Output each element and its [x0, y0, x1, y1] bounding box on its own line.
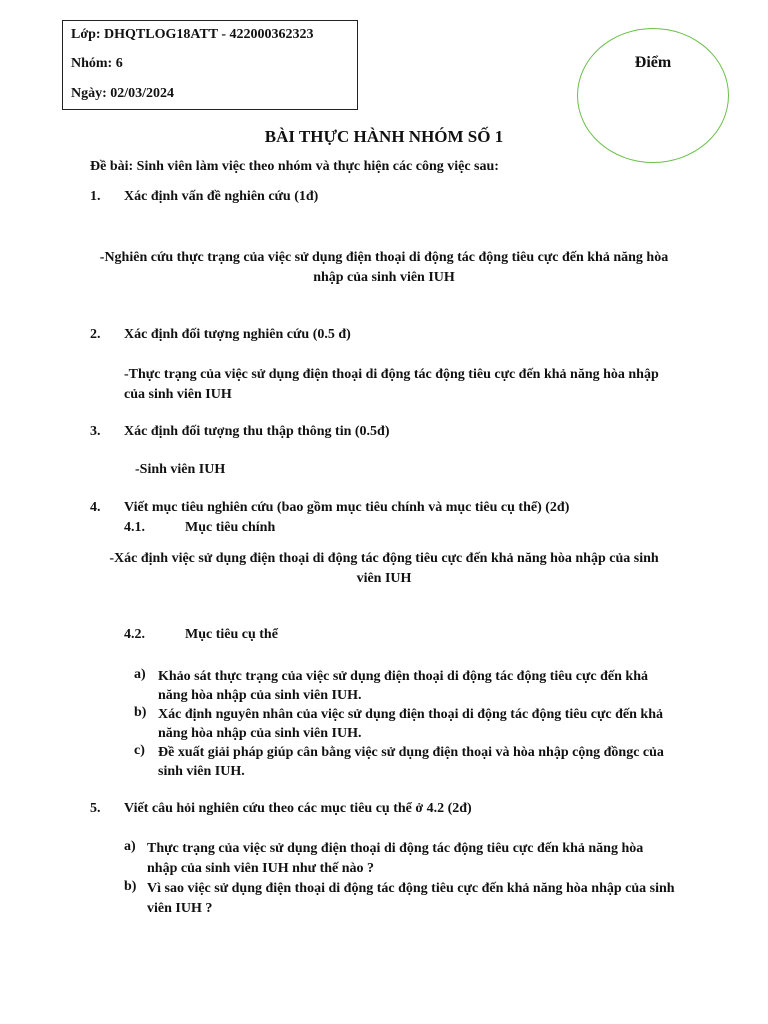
score-label: Điểm: [634, 54, 672, 71]
section-1-heading: Xác định vấn đề nghiên cứu (1đ): [124, 189, 319, 204]
section-1-answer: -Nghiên cứu thực trạng của việc sử dụng điện thoại di động tác động tiêu cực đến khả năng hòa nhập của sinh viên IUH: [99, 250, 669, 285]
question-a-marker: a): [124, 839, 136, 854]
section-3-number: 3.: [90, 424, 101, 439]
question-b-text: Vì sao việc sử dụng điện thoại di động tác động tiêu cực đến khả năng hòa nhập của sinh viên IUH ?: [147, 881, 675, 916]
objective-c-text: Đề xuất giải pháp giúp cân bằng việc sử dụng điện thoại và hòa nhập cộng đồngc của sinh viên IUH.: [158, 745, 664, 779]
objective-b-text: Xác định nguyên nhân của việc sử dụng điện thoại di động tác động tiêu cực đến khả năng hòa nhập của sinh viên IUH.: [158, 707, 663, 741]
objective-c-marker: c): [134, 743, 145, 758]
objective-a-marker: a): [134, 667, 146, 682]
section-4-1-answer: -Xác định việc sử dụng điện thoại di động tác động tiêu cực đến khả năng hòa nhập của sinh viên IUH: [109, 551, 659, 586]
section-4-heading: Viết mục tiêu nghiên cứu (bao gồm mục tiêu chính và mục tiêu cụ thể) (2đ): [124, 500, 570, 515]
section-4-1-heading: Mục tiêu chính: [185, 520, 276, 535]
section-4-number: 4.: [90, 500, 101, 515]
section-3-answer: -Sinh viên IUH: [135, 462, 226, 477]
section-5-heading: Viết câu hỏi nghiên cứu theo các mục tiêu cụ thể ở 4.2 (2đ): [124, 801, 472, 816]
section-4-2-heading: Mục tiêu cụ thể: [185, 627, 278, 642]
objective-b-marker: b): [134, 705, 147, 720]
section-2-number: 2.: [90, 327, 101, 342]
objective-a-text: Khảo sát thực trạng của việc sử dụng điện thoại di động tác động tiêu cực đến khả năng hòa nhập của sinh viên IUH.: [158, 669, 648, 703]
section-2-heading: Xác định đối tượng nghiên cứu (0.5 đ): [124, 327, 351, 342]
page-title: BÀI THỰC HÀNH NHÓM SỐ 1: [264, 127, 504, 146]
intro-text: Đề bài: Sinh viên làm việc theo nhóm và thực hiện các công việc sau:: [90, 159, 499, 174]
question-a-text: Thực trạng của việc sử dụng điện thoại di động tác động tiêu cực đến khả năng hòa nhập của sinh viên IUH như thế nào ?: [147, 841, 644, 876]
section-2-answer: -Thực trạng của việc sử dụng điện thoại di động tác động tiêu cực đến khả năng hòa nhập của sinh viên IUH: [124, 367, 659, 402]
class-line: Lớp: DHQTLOG18ATT - 422000362323: [71, 27, 314, 42]
section-4-1-number: 4.1.: [124, 520, 145, 535]
date-line: Ngày: 02/03/2024: [71, 86, 175, 101]
section-4-2-number: 4.2.: [124, 627, 145, 642]
section-3-heading: Xác định đối tượng thu thập thông tin (0.5đ): [124, 424, 390, 439]
question-b-marker: b): [124, 879, 137, 894]
section-5-number: 5.: [90, 801, 101, 816]
section-1-number: 1.: [90, 189, 101, 204]
group-line: Nhóm: 6: [71, 56, 123, 71]
